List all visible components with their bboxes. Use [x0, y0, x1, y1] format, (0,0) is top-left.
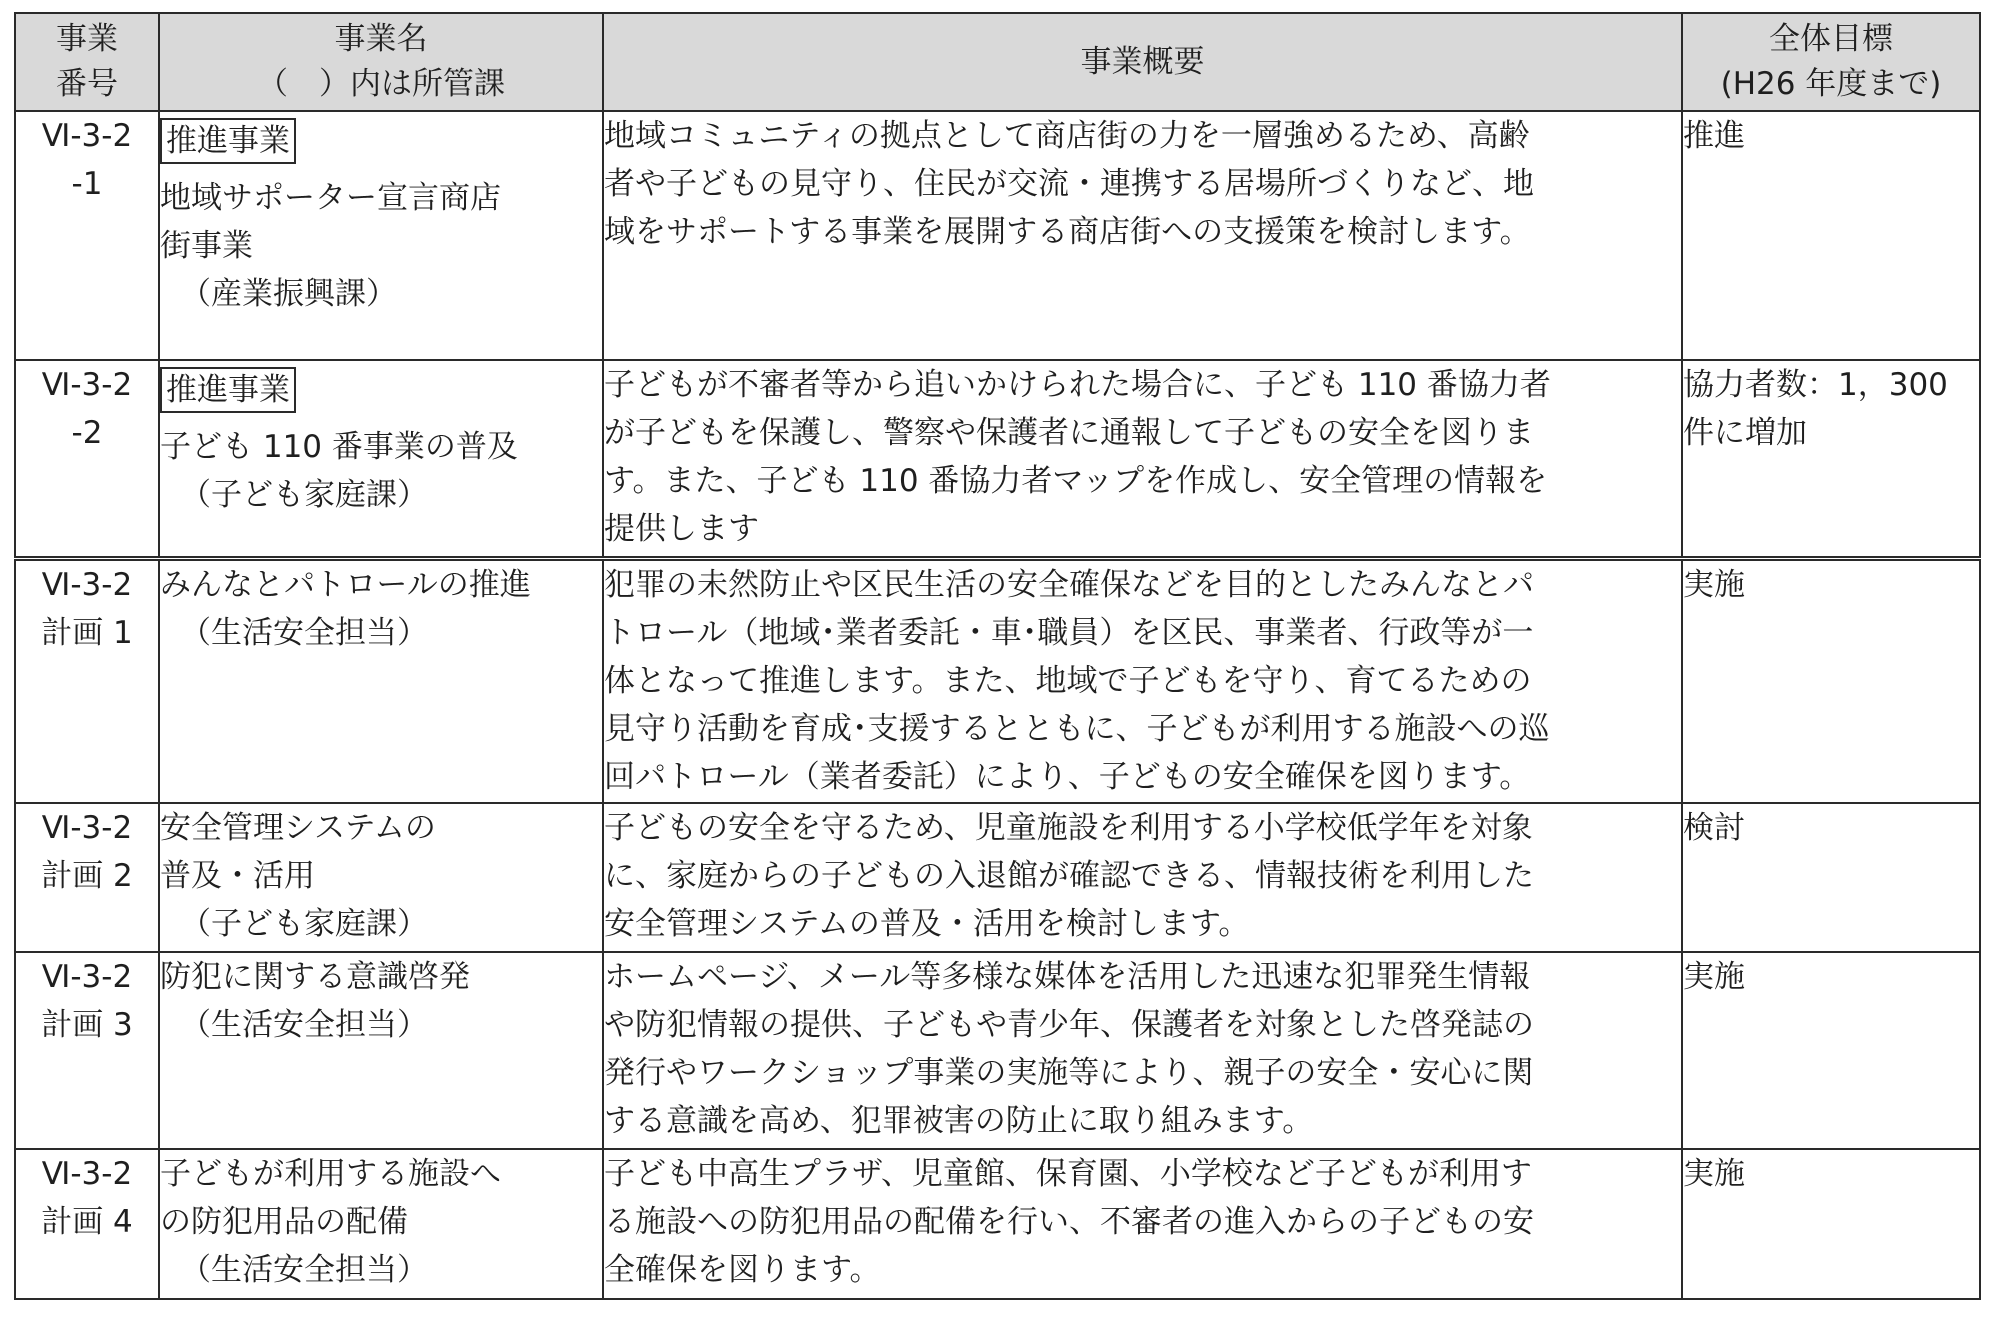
department: （子ども家庭課） [180, 906, 428, 942]
project-summary: 子どもが不審者等から追いかけられた場合に、子ども 110 番協力者 が子どもを保護し、警察や保護者に通報して子どもの安全を図りま す。また、子ども 110 番協力者マップを作成し、安全管理の情報を 提供します [603, 360, 1682, 558]
project-name: 防犯に関する意識啓発 [160, 959, 470, 995]
project-number: Ⅵ-3-2 -2 [15, 360, 159, 558]
department: （生活安全担当） [180, 1007, 428, 1043]
table-row [15, 558, 1980, 803]
table-row [15, 360, 1980, 558]
project-name-cell [159, 803, 603, 952]
project-name: 街事業 [160, 228, 253, 264]
project-name: 地域サポーター宣言商店 [160, 180, 501, 216]
project-number: Ⅵ-3-2 -1 [15, 111, 159, 360]
table-row [15, 952, 1980, 1149]
project-name: 子ども 110 番事業の普及 [160, 429, 518, 465]
overall-target: 実施 [1682, 952, 1980, 1149]
project-number: Ⅵ-3-2 計画 2 [15, 803, 159, 952]
project-summary: 子どもの安全を守るため、児童施設を利用する小学校低学年を対象 に、家庭からの子どもの入退館が確認できる、情報技術を利用した 安全管理システムの普及・活用を検討します。 [603, 803, 1682, 952]
project-name-cell [159, 111, 603, 360]
header-project-summary: 事業概要 [603, 13, 1682, 111]
overall-target: 実施 [1682, 558, 1980, 803]
project-table [14, 12, 1981, 1300]
department: （生活安全担当） [180, 614, 428, 651]
header-project-number: 事業 番号 [15, 13, 159, 111]
project-name: 普及・活用 [160, 858, 315, 894]
project-name-cell [159, 952, 603, 1149]
project-summary: ホームページ、メール等多様な媒体を活用した迅速な犯罪発生情報 や防犯情報の提供、子どもや青少年、保護者を対象とした啓発誌の 発行やワークショップ事業の実施等により、親子の安全・安心に関 する意識を高め、犯罪被害の防止に取り組みます。 [603, 952, 1682, 1149]
project-name: 子どもが利用する施設へ [160, 1156, 501, 1192]
project-summary: 犯罪の未然防止や区民生活の安全確保などを目的としたみんなとパ トロール（地域･業者委託・車･職員）を区民、事業者、行政等が一 体となって推進します。また、地域で子どもを守り、育てるための 見守り活動を育成･支援するとともに、子どもが利用する施設への巡 回パトロール（業者委託）により、子どもの安全確保を図ります。 [603, 558, 1682, 803]
promotion-tag: 推進事業 [160, 118, 296, 164]
table-body [15, 111, 1980, 1299]
project-number: Ⅵ-3-2 計画 1 [15, 558, 159, 803]
project-number: Ⅵ-3-2 計画 4 [15, 1149, 159, 1299]
overall-target: 協力者数：1，300 件に増加 [1682, 360, 1980, 558]
project-name-cell [159, 558, 603, 803]
overall-target: 推進 [1682, 111, 1980, 360]
project-summary: 子ども中高生プラザ、児童館、保育園、小学校など子どもが利用す る施設への防犯用品の配備を行い、不審者の進入からの子どもの安 全確保を図ります。 [603, 1149, 1682, 1299]
project-name-cell [159, 360, 603, 558]
overall-target: 検討 [1682, 803, 1980, 952]
project-summary: 地域コミュニティの拠点として商店街の力を一層強めるため、高齢 者や子どもの見守り、住民が交流・連携する居場所づくりなど、地 域をサポートする事業を展開する商店街への支援策を検討します。 [603, 111, 1682, 360]
project-name: みんなとパトロールの推進 [160, 566, 531, 603]
department: （生活安全担当） [180, 1252, 428, 1288]
overall-target: 実施 [1682, 1149, 1980, 1299]
project-name: 安全管理システムの [160, 810, 436, 846]
promotion-tag: 推進事業 [160, 367, 296, 413]
table-row [15, 111, 1980, 360]
header-project-name: 事業名 （ ）内は所管課 [159, 13, 603, 111]
department: （産業振興課） [180, 276, 397, 312]
document-page [14, 12, 1979, 1300]
table-row [15, 803, 1980, 952]
project-name: の防犯用品の配備 [160, 1204, 408, 1240]
header-overall-target: 全体目標 (H26 年度まで) [1682, 13, 1980, 111]
department: （子ども家庭課） [180, 477, 428, 513]
project-name-cell [159, 1149, 603, 1299]
table-header-row [15, 13, 1980, 111]
table-row [15, 1149, 1980, 1299]
project-number: Ⅵ-3-2 計画 3 [15, 952, 159, 1149]
